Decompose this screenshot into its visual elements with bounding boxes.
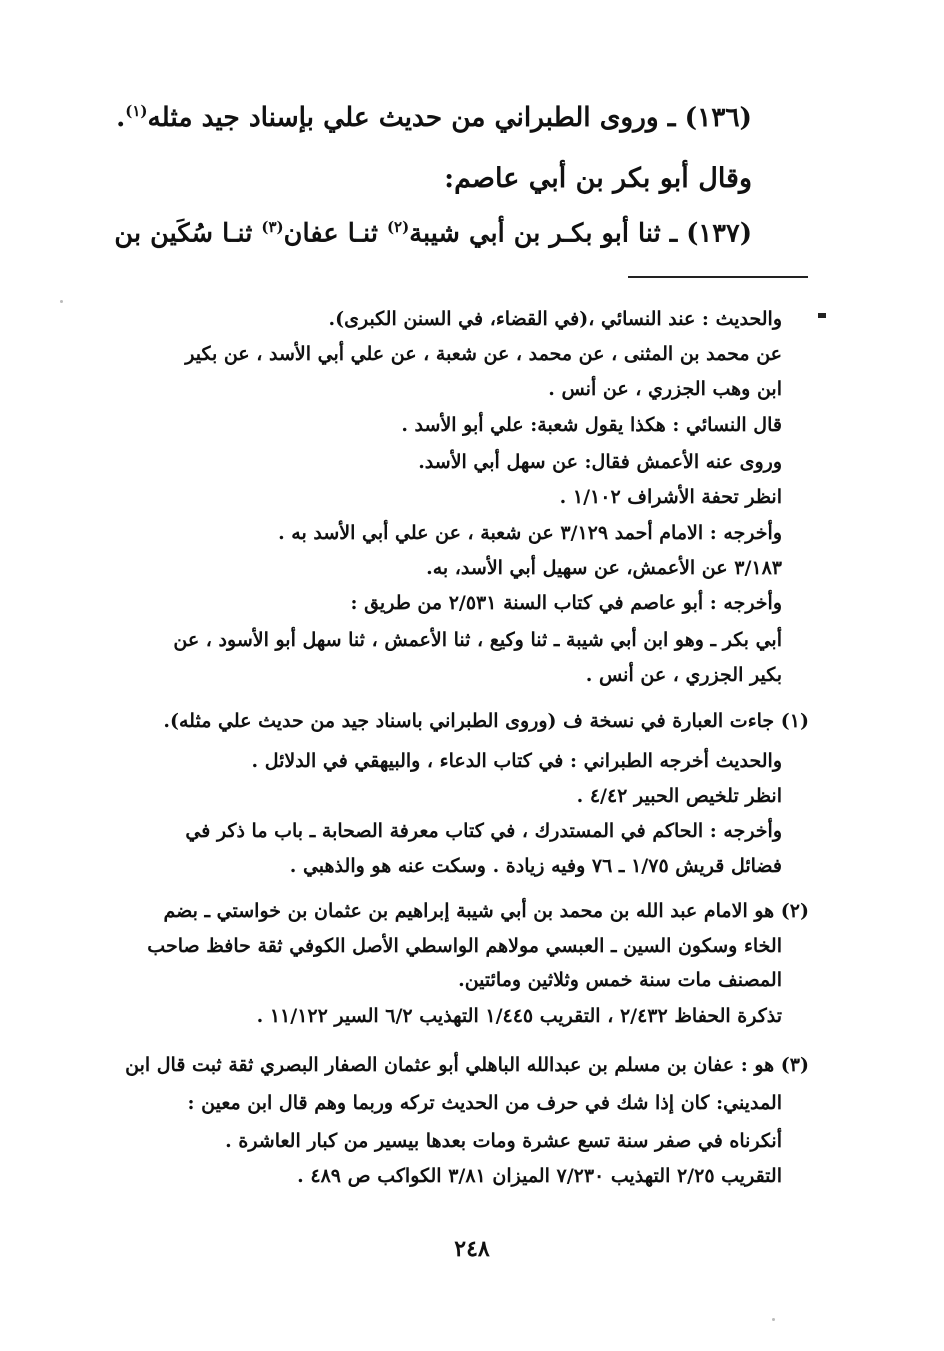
page-number: ٢٤٨ [454,1236,490,1262]
note-star-line: وأخرجه : الامام أحمد ٣/١٢٩ عن شعبة ، عن علي أبي الأسد به . [278,522,782,544]
note-star-line: ٣/١٨٣ عن الأعمش، عن سهيل أبي الأسد، به. [426,557,782,579]
note-1-line: والحديث أخرجه الطبراني : في كتاب الدعاء ، والبيهقي في الدلائل . [251,750,782,772]
note-2-line: تذكرة الحفاظ ٢/٤٣٢ ، التقريب ١/٤٤٥ التهذيب ٦/٢ السير ١١/١٢٢ . [256,1005,782,1027]
note-star-line: والحديث : عند النسائي ،(في القضاء، في السنن الكبرى). [328,308,782,330]
main-line-136-tail: . [116,102,126,133]
note-2-line: (٢) هو الامام عبد الله بن محمد بن أبي شيبة إبراهيم بن عثمان بن خواستي ـ بضم [163,900,809,922]
note-star-line: قال النسائي : هكذا يقول شعبة: علي أبو الأسد . [401,414,782,436]
note-star-line: انظر تحفة الأشراف ١/١٠٢ . [559,486,782,508]
note-star-line: بكير الجزري ، عن أنس . [585,664,782,686]
note-star-line: عن محمد بن المثنى ، عن محمد ، عن شعبة ، عن علي أبي الأسد ، عن بكير [185,343,782,365]
main-line-137-tail: ثنـا سُكَين بن [114,218,262,249]
note-1-line: وأخرجه : الحاكم في المستدرك ، في كتاب معرفة الصحابة ـ باب ما ذكر في [185,820,782,842]
note-2-line: الخاء وسكون السين ـ العبسي مولاهم الواسطي الأصل الكوفي ثقة حافظ صاحب [147,935,782,957]
footnote-ref-1: (١) [125,102,148,121]
note-3-line: المديني: كان إذا شك في حرف من الحديث تركه وربما وهم قال ابن معين : [187,1092,782,1114]
footnote-ref-3: (٣) [261,218,284,236]
note-1-line: (١) جاءت العبارة في نسخة ف (وروى الطبراني باسناد جيد من حديث علي مثله). [163,710,809,732]
note-3-line: (٣) هو : عفان بن مسلم بن عبدالله الباهلي أبو عثمان الصفار البصري ثقة ثبت قال ابن [125,1054,809,1076]
note-star-line: وأخرجه : أبو عاصم في كتاب السنة ٢/٥٣١ من طريق : [350,592,782,614]
main-line-137-text: (١٣٧) ـ ثنا أبو بكـر بن أبي شيبة [409,218,752,249]
note-1-line: انظر تلخيص الحبير ٤/٤٢ . [576,785,782,807]
main-line-137 [114,218,752,249]
main-line-136-text: (١٣٦) ـ وروى الطبراني من حديث علي بإسناد جيد مثله [147,102,752,133]
scan-speck [60,300,63,303]
note-star-line: وروى عنه الأعمش فقال: عن سهل أبي الأسد. [418,451,782,473]
note-star-line: ابن وهب الجزري ، عن أنس . [548,378,782,400]
main-line-136 [116,102,752,133]
scan-speck [772,1318,775,1321]
footnote-separator [628,276,808,278]
main-line-abu-bakr [444,163,752,194]
note-3-line: أنكرناه في صفر سنة تسع عشرة ومات بعدها بيسير من كبار العاشرة . [225,1130,782,1152]
note-2-line: المصنف مات سنة خمس وثلاثين ومائتين. [458,969,782,991]
footnote-star-marker [818,313,826,318]
main-line-abu-bakr-text: وقال أبو بكر بن أبي عاصم: [444,163,752,194]
footnote-ref-2: (٢) [386,218,410,236]
main-line-137-mid: ثنـا عفان [283,218,387,249]
note-1-line: فضائل قريش ١/٧٥ ـ ٧٦ وفيه زيادة . وسكت عنه هو والذهبي . [289,855,782,877]
note-star-line: أبي بكر ـ وهو ابن أبي شيبة ـ ثنا وكيع ، ثنا الأعمش ، ثنا سهل أبو الأسود ، عن [173,629,782,651]
note-3-line: التقريب ٢/٢٥ التهذيب ٧/٢٣٠ الميزان ٣/٨١ الكواكب ص ٤٨٩ . [297,1165,782,1187]
